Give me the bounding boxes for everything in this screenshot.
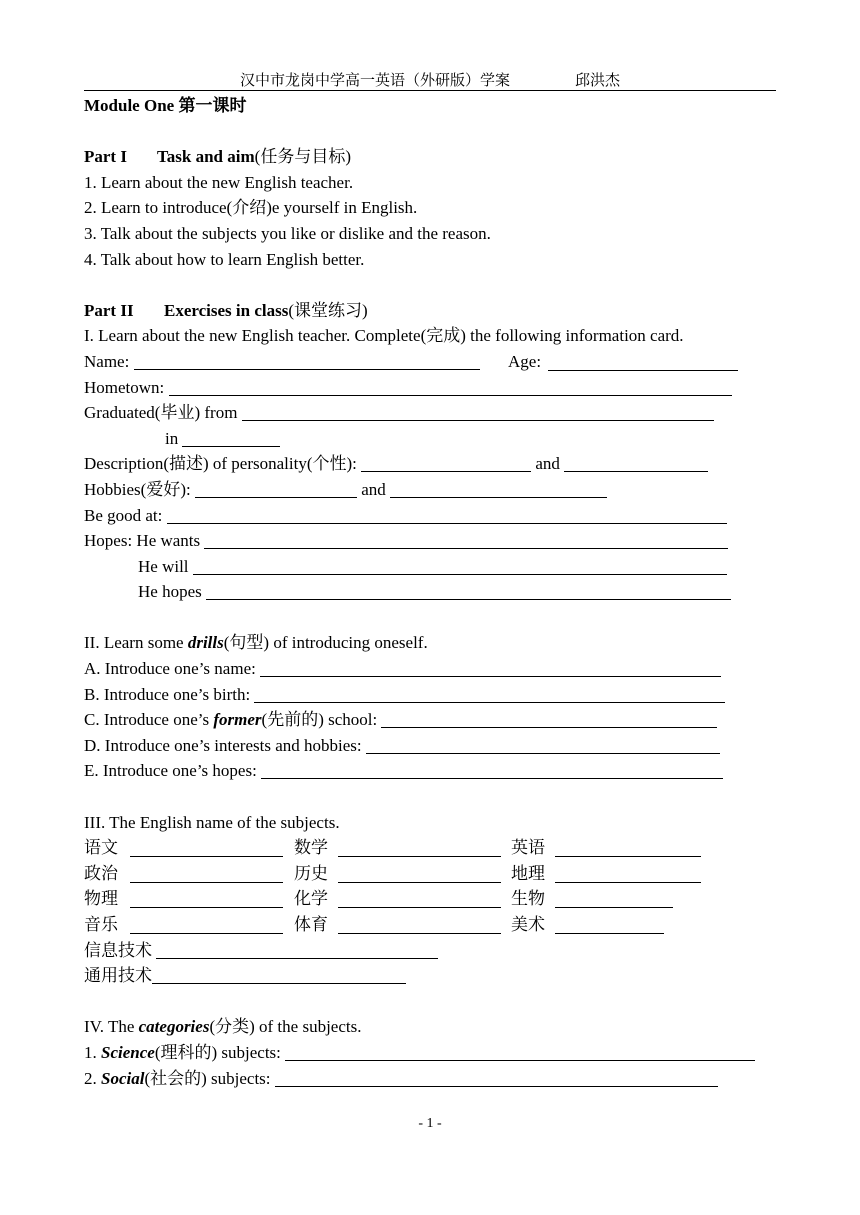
drill-c-blank[interactable] [381, 709, 717, 728]
drill-d-row [84, 733, 784, 759]
subject-blank[interactable] [338, 864, 501, 883]
subject-row [84, 835, 784, 861]
subject-gt-label: 通用技术 [84, 966, 152, 986]
name-label: Name: [84, 351, 130, 371]
drill-a-row [84, 656, 784, 682]
drill-a-blank[interactable] [260, 658, 721, 677]
subject-it-row [84, 938, 784, 964]
drill-c-row [84, 707, 784, 733]
subject-label: 生物 [511, 889, 545, 909]
graduated-in-blank[interactable] [182, 428, 280, 447]
part2-title-cn: (课堂练习) [288, 300, 368, 320]
subject-label: 数学 [294, 838, 328, 858]
section1-heading: I. Learn about the new English teacher. Complete(完成) the following information card. [84, 326, 684, 346]
hopes-wants-label: Hopes: He wants [84, 531, 201, 551]
drill-e-blank[interactable] [261, 760, 723, 779]
subject-it-blank[interactable] [156, 940, 438, 959]
drill-b-label: B. Introduce one’s birth: [84, 684, 251, 704]
section4-heading [84, 1014, 784, 1040]
subject-label: 美术 [511, 915, 545, 934]
subject-row [84, 886, 784, 912]
page-number: - 1 - [418, 1116, 442, 1131]
section2-heading [84, 630, 784, 656]
subject-blank[interactable] [555, 838, 701, 857]
description-row [84, 451, 784, 477]
part2-heading [84, 298, 784, 324]
aim-item-1: 1. Learn about the new English teacher. [84, 172, 354, 192]
subject-blank[interactable] [130, 915, 283, 934]
graduated-in-row [84, 426, 784, 452]
subject-row [84, 861, 784, 887]
hobbies-blank-2[interactable] [390, 479, 607, 498]
subject-blank[interactable] [338, 889, 501, 908]
hopes-will-row [84, 554, 784, 580]
part1-title: Task and aim [157, 147, 255, 167]
hopes-will-label: He will [138, 556, 189, 576]
aim-item-3: 3. Talk about the subjects you like or dislike and the reason. [84, 223, 491, 243]
drill-b-row [84, 682, 784, 708]
hometown-blank[interactable] [169, 377, 732, 396]
drill-c-label-pre: C. Introduce one’s [84, 710, 214, 730]
part2-title: Exercises in class [164, 300, 289, 320]
drill-e-row [84, 758, 784, 784]
good-at-blank[interactable] [167, 505, 727, 524]
description-blank-2[interactable] [564, 453, 708, 472]
drill-c-label-em: former [213, 710, 262, 730]
section3-heading: III. The English name of the subjects. [84, 812, 340, 832]
header-author: 邱洪杰 [575, 73, 621, 89]
graduated-in-label: in [165, 428, 179, 448]
section4-heading-pre: IV. The [84, 1017, 139, 1037]
section2-heading-post: (句型) of introducing oneself. [223, 633, 428, 653]
subject-gt-row [84, 963, 784, 989]
good-at-label: Be good at: [84, 505, 163, 525]
part1-heading [84, 144, 784, 170]
aim-item-2: 2. Learn to introduce(介绍)e yourself in English. [84, 198, 418, 218]
aim-item-4: 4. Talk about how to learn English better. [84, 249, 365, 269]
drill-b-blank[interactable] [254, 684, 725, 703]
part1-label: Part I [84, 147, 127, 167]
hobbies-and: and [361, 479, 386, 499]
worksheet-body [84, 93, 784, 1091]
description-and: and [535, 454, 560, 474]
section2-heading-em: drills [187, 633, 224, 653]
category-science-row [84, 1040, 784, 1066]
graduated-label: Graduated(毕业) from [84, 403, 238, 423]
hopes-hopes-blank[interactable] [206, 581, 731, 600]
hobbies-blank-1[interactable] [195, 479, 357, 498]
hopes-wants-row [84, 528, 784, 554]
subject-gt-blank[interactable] [152, 965, 406, 984]
subject-blank[interactable] [338, 838, 501, 857]
category-science-em: Science [101, 1042, 155, 1062]
hometown-label: Hometown: [84, 377, 165, 397]
hopes-will-blank[interactable] [193, 556, 727, 575]
page-header [84, 68, 776, 91]
subject-label: 英语 [511, 838, 545, 858]
subject-blank[interactable] [338, 915, 501, 934]
part1-title-cn: (任务与目标) [254, 147, 351, 167]
graduated-blank[interactable] [242, 402, 714, 421]
name-blank[interactable] [134, 351, 480, 370]
subject-blank[interactable] [555, 915, 664, 934]
subject-label: 语文 [84, 838, 118, 858]
section4-heading-em: categories [138, 1017, 210, 1037]
age-label: Age: [508, 351, 542, 371]
drill-c-label-post: (先前的) school: [261, 710, 378, 730]
part2-label: Part II [84, 300, 134, 320]
category-social-blank[interactable] [275, 1068, 718, 1087]
subject-label: 体育 [294, 915, 328, 934]
section2-heading-pre: II. Learn some [84, 633, 188, 653]
category-science-blank[interactable] [285, 1042, 755, 1061]
subject-blank[interactable] [130, 889, 283, 908]
name-row [84, 349, 784, 375]
age-blank[interactable] [548, 352, 738, 371]
category-social-label: (社会的) subjects: [144, 1068, 271, 1088]
subject-label: 音乐 [84, 915, 118, 934]
subject-row [84, 912, 784, 938]
category-science-label: (理科的) subjects: [154, 1042, 281, 1062]
category-social-num: 2. [84, 1068, 101, 1088]
hobbies-row [84, 477, 784, 503]
hometown-row [84, 375, 784, 401]
module-title: Module One 第一课时 [84, 96, 247, 115]
subject-label: 历史 [294, 863, 328, 883]
category-social-row [84, 1066, 784, 1092]
drill-d-label: D. Introduce one’s interests and hobbies: [84, 735, 362, 755]
subject-label: 政治 [84, 863, 118, 883]
subject-blank[interactable] [555, 864, 701, 883]
subject-label: 物理 [84, 889, 118, 909]
subject-blank[interactable] [130, 864, 283, 883]
drill-e-label: E. Introduce one’s hopes: [84, 761, 257, 781]
subject-label: 地理 [511, 863, 545, 883]
hobbies-label: Hobbies(爱好): [84, 479, 191, 499]
section4-heading-post: (分类) of the subjects. [209, 1017, 362, 1037]
subject-blank[interactable] [130, 838, 283, 857]
hopes-hopes-row [84, 579, 784, 605]
hopes-hopes-label: He hopes [138, 582, 202, 602]
hopes-wants-blank[interactable] [204, 530, 728, 549]
drill-a-label: A. Introduce one’s name: [84, 659, 256, 679]
drill-d-blank[interactable] [366, 735, 720, 754]
description-blank-1[interactable] [361, 453, 531, 472]
description-label: Description(描述) of personality(个性): [84, 454, 357, 474]
subject-label: 化学 [294, 889, 328, 909]
category-social-em: Social [101, 1068, 145, 1088]
good-at-row [84, 503, 784, 529]
header-school: 汉中市龙岗中学高一英语（外研版）学案 [240, 73, 511, 89]
graduated-row [84, 400, 784, 426]
subject-blank[interactable] [555, 889, 673, 908]
category-science-num: 1. [84, 1042, 101, 1062]
subject-it-label: 信息技术 [84, 940, 152, 960]
